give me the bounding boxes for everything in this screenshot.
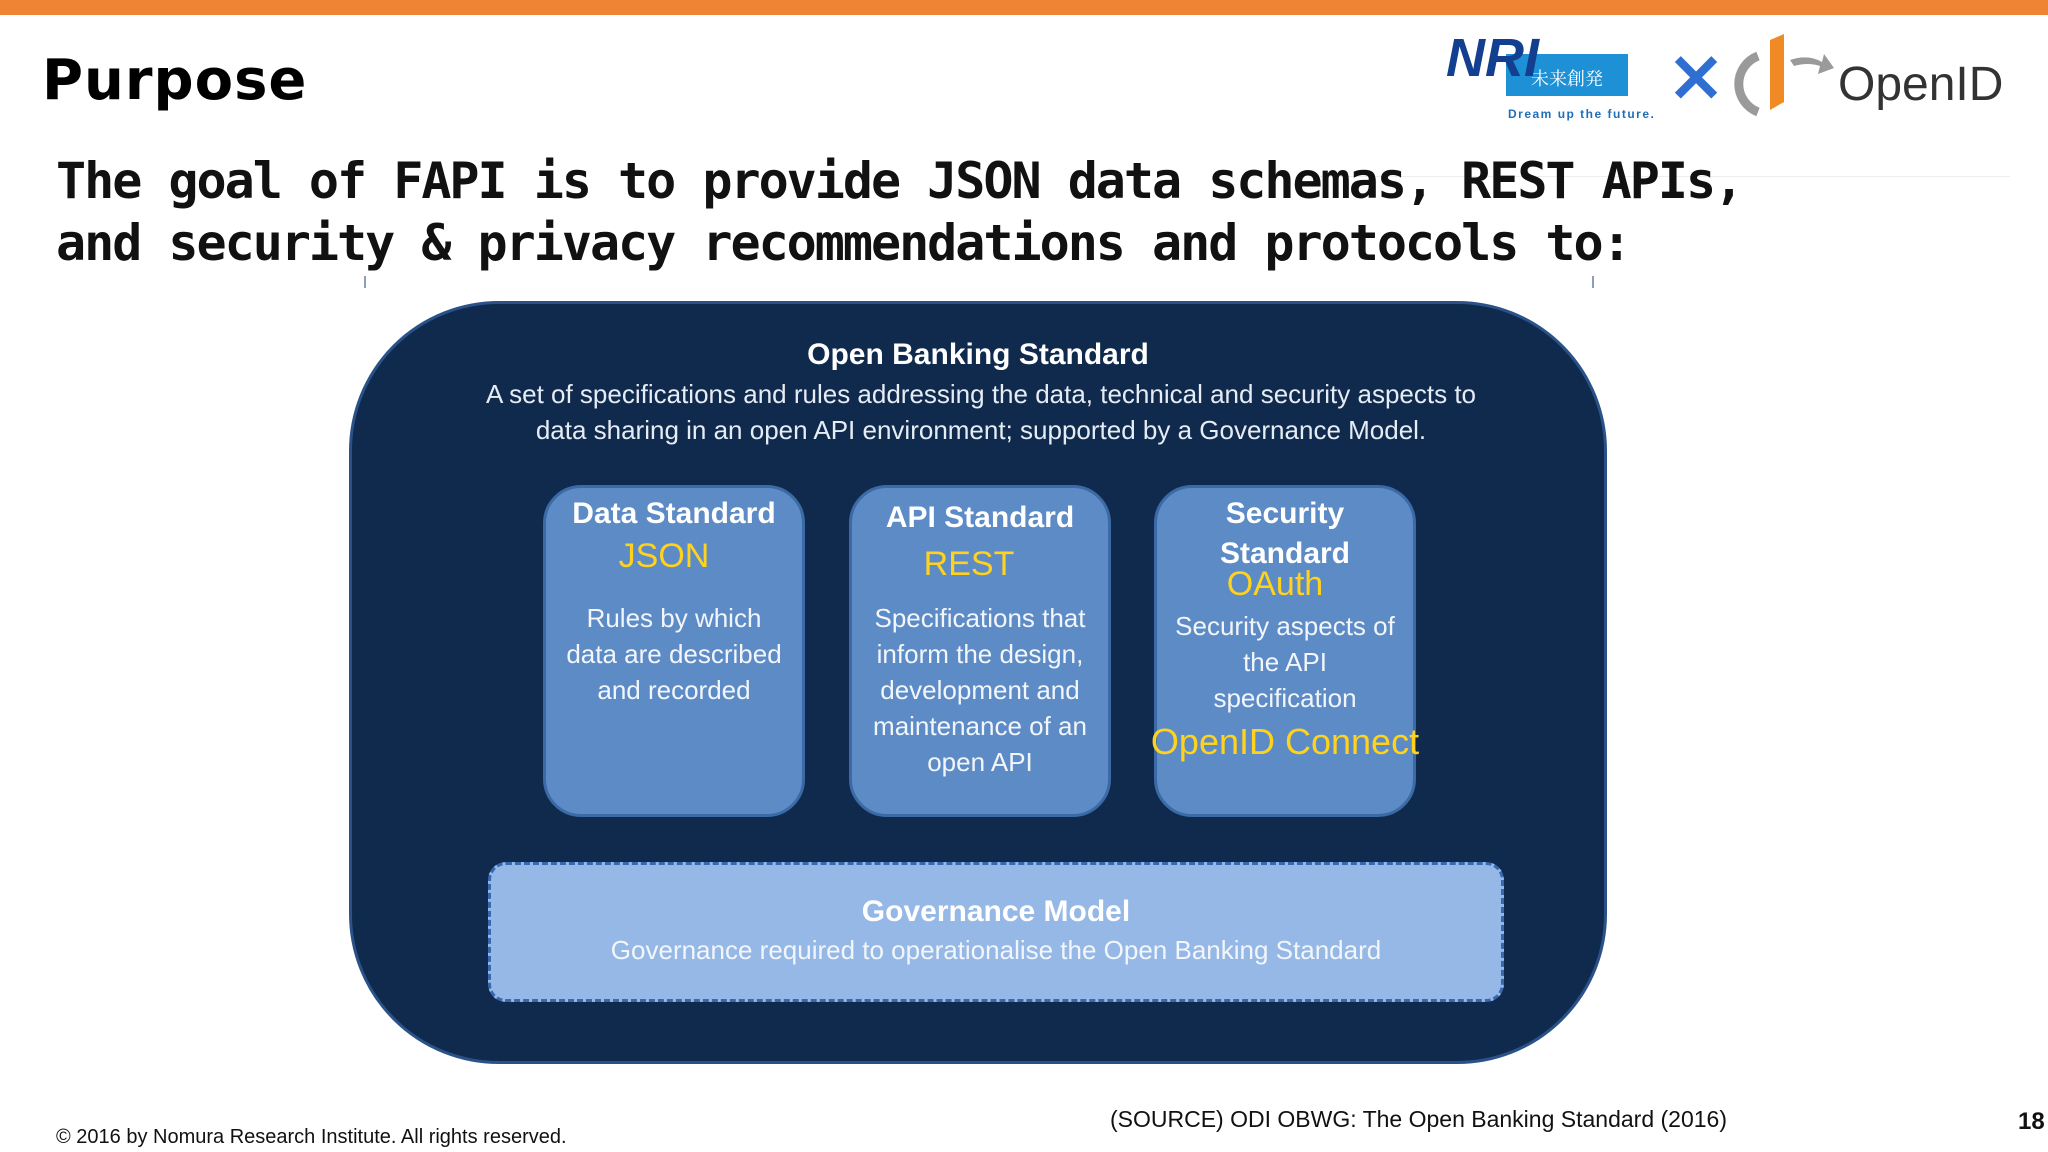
box-title: Security (1225, 497, 1345, 530)
page-number: 18 (2018, 1108, 2045, 1135)
desc-line: open API (927, 747, 1033, 777)
openid-arc-icon (1739, 56, 1758, 112)
lead-line: The goal of FAPI is to provide JSON data schemas, REST APIs, (56, 152, 1743, 210)
slide-title: Purpose (42, 48, 308, 113)
openid-bar-icon (1770, 34, 1784, 110)
box-description (1157, 608, 1413, 716)
desc-line: Security aspects of (1175, 611, 1395, 641)
desc-line: specification (1213, 683, 1357, 713)
box-technology: REST (923, 545, 1015, 583)
diagram-description (412, 376, 1550, 448)
open-banking-diagram (349, 301, 1607, 1064)
governance-title: Governance Model (861, 895, 1131, 928)
nri-kanji: 未来創発 (1531, 69, 1603, 90)
box-title: Data Standard (572, 497, 776, 530)
logo-area (1440, 20, 2040, 130)
desc-line: Specifications that (874, 603, 1086, 633)
nri-wordmark: NRI (1446, 28, 1539, 88)
openid-logo (1739, 34, 2004, 112)
desc-line: maintenance of an (873, 711, 1087, 741)
description-line: data sharing in an open API environment; supported by a Governance Model. (535, 415, 1427, 445)
frame-tick (364, 276, 366, 288)
box-extra-technology: OpenID Connect (1150, 721, 1420, 762)
partner-logos (1440, 20, 2040, 130)
top-accent-bar (0, 0, 2048, 15)
nri-tagline: Dream up the future. (1508, 107, 1656, 121)
governance-model-box (488, 862, 1504, 1002)
description-line: A set of specifications and rules addressing the data, technical and security aspects to (485, 379, 1477, 409)
box-title: API Standard (885, 501, 1075, 534)
api-standard-box (849, 485, 1111, 817)
desc-line: inform the design, (876, 639, 1084, 669)
governance-description: Governance required to operationalise the Open Banking Standard (610, 935, 1382, 965)
source-citation: (SOURCE) ODI OBWG: The Open Banking Standard (2016) (1110, 1106, 1727, 1132)
data-standard-box (543, 485, 805, 817)
cross-icon: × (1665, 33, 1727, 117)
box-description (852, 600, 1108, 780)
nri-logo (1446, 28, 1655, 121)
desc-line: development and (880, 675, 1080, 705)
openid-arrow-icon (1790, 54, 1834, 74)
desc-line: data are described (566, 639, 782, 669)
desc-line: and recorded (597, 675, 751, 705)
frame-tick (1592, 276, 1594, 288)
lead-text (56, 150, 1743, 274)
box-technology: JSON (618, 537, 710, 575)
desc-line: Rules by which (586, 603, 762, 633)
lead-line: and security & privacy recommendations and protocols to: (56, 214, 1630, 272)
copyright: © 2016 by Nomura Research Institute. All rights reserved. (56, 1126, 567, 1148)
openid-wordmark: OpenID (1838, 58, 2004, 111)
diagram-title: Open Banking Standard (807, 338, 1149, 371)
box-title: Standard (1219, 537, 1351, 570)
security-standard-box (1150, 485, 1420, 817)
desc-line: the API (1243, 647, 1327, 677)
box-description (546, 600, 802, 708)
box-technology: OAuth (1226, 565, 1324, 603)
